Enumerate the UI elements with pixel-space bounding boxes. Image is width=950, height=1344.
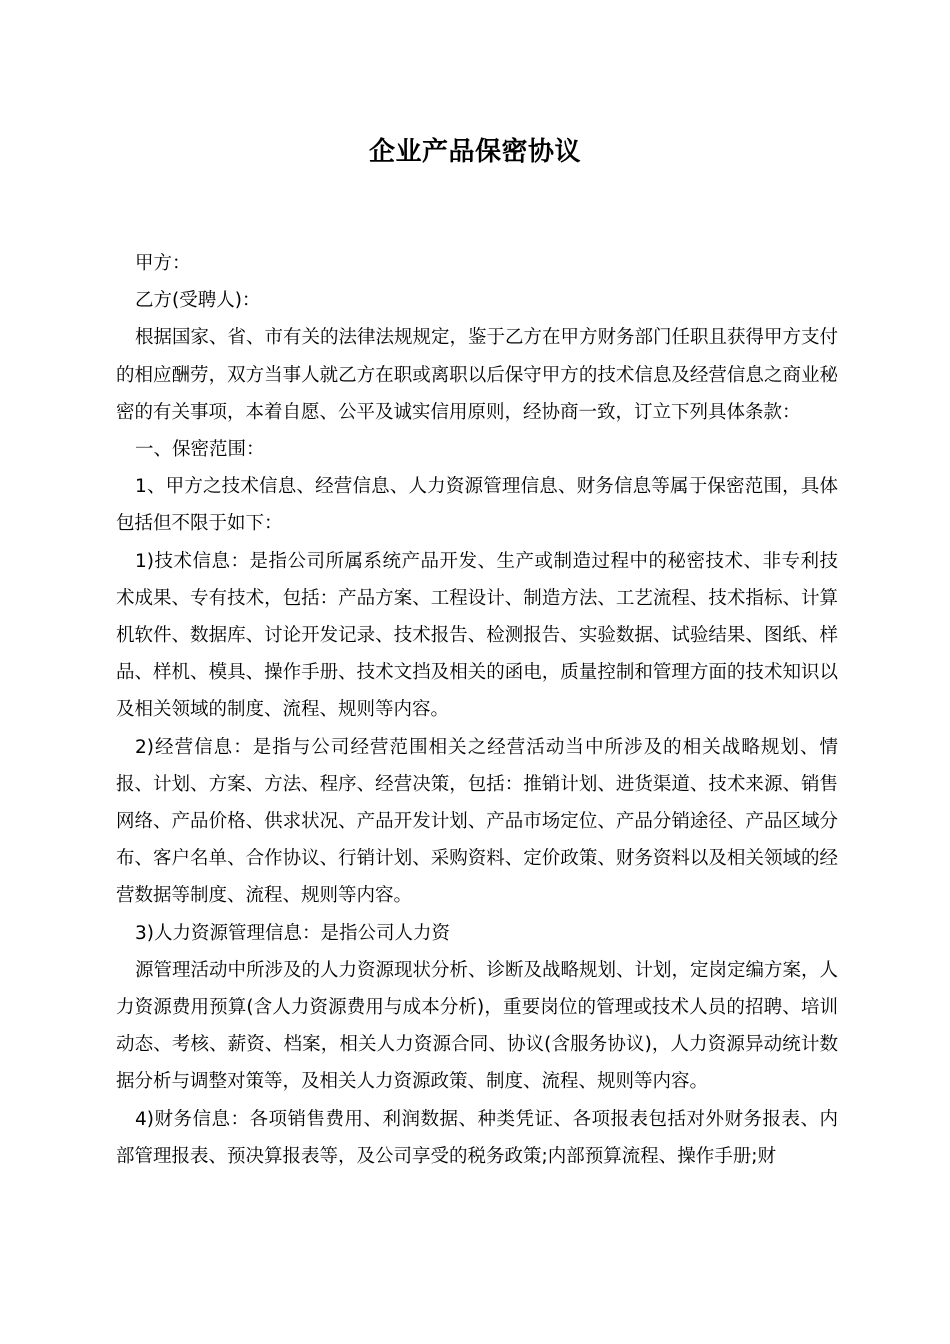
hr-info-paragraph: 源管理活动中所涉及的人力资源现状分析、诊断及战略规划、计划，定岗定编方案，人力资源费用预算(含人力资源费用与成本分析)，重要岗位的管理或技术人员的招聘、培训动态、考核、薪资、档案，相关人力资源合同、协议(含服务协议)，人力资源异动统计数据分析与调整对策等，及相关人力资源政策、制度、流程、规则等内容。 [116, 959, 839, 1093]
document-body [116, 245, 838, 1175]
financial-info-paragraph: 4)财务信息：各项销售费用、利润数据、种类凭证、各项报表包括对外财务报表、内部管理报表、预决算报表等，及公司享受的税务政策;内部预算流程、操作手册;财 [116, 1108, 838, 1167]
technical-info-paragraph: 1)技术信息：是指公司所属系统产品开发、生产或制造过程中的秘密技术、非专利技术成果、专有技术，包括：产品方案、工程设计、制造方法、工艺流程、技术指标、计算机软件、数据库、讨论开发记录、技术报告、检测报告、实验数据、试验结果、图纸、样品、样机、模具、操作手册、技术文挡及相关的函电，质量控制和管理方面的技术知识以及相关领域的制度、流程、规则等内容。 [116, 550, 838, 721]
clause-1-paragraph: 1、甲方之技术信息、经营信息、人力资源管理信息、财务信息等属于保密范围，具体包括但不限于如下： [116, 476, 838, 535]
business-info-paragraph: 2)经营信息：是指与公司经营范围相关之经营活动当中所涉及的相关战略规划、情报、计划、方案、方法、程序、经营决策，包括：推销计划、进货渠道、技术来源、销售网络、产品价格、供求状况、产品开发计划、产品市场定位、产品分销途径、产品区域分布、客户名单、合作协议、行销计划、采购资料、定价政策、财务资料以及相关领域的经营数据等制度、流程、规则等内容。 [116, 736, 838, 907]
party-b-line: 乙方(受聘人)： [135, 290, 261, 312]
preamble-paragraph: 根据国家、省、市有关的法律法规规定，鉴于乙方在甲方财务部门任职且获得甲方支付的相应酬劳，双方当事人就乙方在职或离职以后保守甲方的技术信息及经营信息之商业秘密的有关事项，本着自愿、公平及诚实信用原则，经协商一致，订立下列具体条款： [116, 327, 839, 423]
document-title: 企业产品保密协议 [368, 137, 581, 167]
hr-info-heading: 3)人力资源管理信息：是指公司人力资 [135, 922, 450, 944]
party-a-line: 甲方： [135, 253, 191, 274]
section-heading-scope: 一、保密范围： [135, 439, 265, 461]
